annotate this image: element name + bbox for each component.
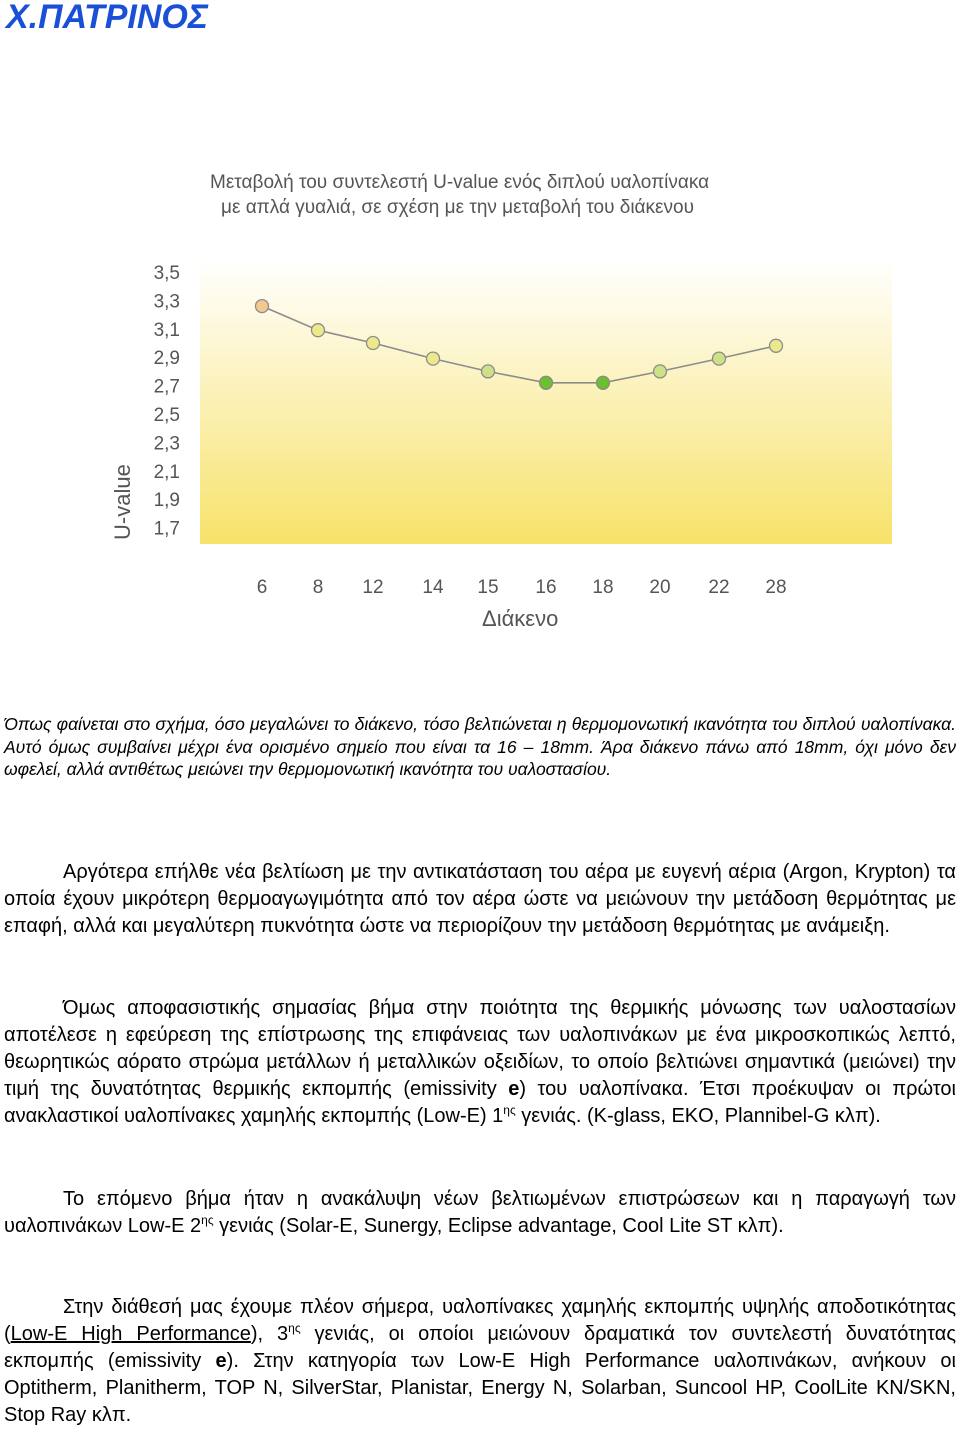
p2-emissivity-symbol: e (508, 1078, 520, 1100)
p4-sup: ης (288, 1321, 301, 1335)
y-tick-label: 2,9 (153, 348, 180, 370)
y-tick-labels (154, 263, 180, 540)
y-tick-label: 3,1 (153, 319, 180, 341)
p4-text-a: Στην διάθεσή μας έχουμε πλέον σήμερα, υαλοπίνακες χαμηλής εκπομπής υψηλής αποδοτικότητας ( (4, 1296, 956, 1345)
p4-text-c: γενιάς, οι οποίοι μειώνουν δραματικά τον συντελεστή δυνατότητας εκπομπής (emissivity (4, 1323, 956, 1372)
p2-sup: ης (503, 1103, 516, 1117)
y-tick-label: 2,7 (153, 376, 180, 398)
paragraph-noble-gases (4, 859, 956, 940)
y-axis-label: U-value (110, 464, 135, 540)
data-point (713, 352, 726, 365)
chart-title-line2: με απλά γυαλιά, σε σχέση με την μεταβολή του διάκενου (221, 197, 694, 218)
x-axis-label: Διάκενο (482, 606, 559, 631)
brand-title: Χ.ΠΑΤΡΙΝΟΣ (6, 0, 208, 36)
paragraph-low-e-3rd-gen (4, 1294, 956, 1429)
x-tick-label: 28 (765, 577, 787, 598)
u-value-chart (90, 150, 900, 640)
data-point (256, 300, 269, 313)
y-tick-label: 1,9 (153, 490, 180, 512)
data-point (654, 365, 667, 378)
paragraph-low-e-1st-gen (4, 995, 956, 1130)
x-tick-label: 8 (312, 577, 324, 598)
x-tick-label: 15 (477, 577, 499, 598)
x-tick-label: 18 (592, 577, 614, 598)
y-tick-label: 2,3 (153, 433, 180, 455)
paragraph-low-e-2nd-gen (4, 1186, 956, 1240)
p2-text-c: ) του υαλοπίνακα. Έτσι προέκυψαν οι πρώτοι ανακλαστικοί υαλοπίνακες χαμηλής εκπομπής (Low-E) 1 (4, 1078, 956, 1127)
p3-sup: ης (201, 1213, 214, 1227)
data-point (597, 376, 610, 389)
data-point (427, 352, 440, 365)
data-point (367, 337, 380, 350)
x-tick-labels (257, 577, 787, 598)
p2-text-a: Όμως αποφασιστικής σημασίας βήμα στην ποιότητα της θερμικής μόνωσης των υαλοστασίων αποτέλεσε η εφεύρεση της επίστρωσης της επιφάνειας των υαλοπινάκων με ένα μικροσκοπικώς λεπτό, θεωρητικώς αόρατο στρώμα μετάλλων ή μεταλλικών οξειδίων, το οποίο βελτιώνει σημαντικά (μειώνει) την τιμή της δυνατότητας θερμικής εκπομπής (emissivity (4, 997, 956, 1100)
x-tick-label: 6 (256, 577, 268, 598)
p4-text-d: ). Στην κατηγορία των Low-E High Performance υαλοπινάκων, ανήκουν οι Optitherm, Planitherm, TOP N, SilverStar, Planistar, Energy N, Solarban, Suncool HP, CoolLite KN/SKN, Stop Ray κλπ. (4, 1350, 957, 1426)
chart-title-line1: Μεταβολή του συντελεστή U-value ενός διπλού υαλοπίνακα (210, 172, 710, 193)
p1-text: Αργότερα επήλθε νέα βελτίωση με την αντικατάσταση του αέρα με ευγενή αέρια (Argon, Krypton) τα οποία έχουν μικρότερη θερμοαγωγιμότητα από τον αέρα ώστε να μειώνουν την μετάδοση θερμότητας με επαφή, αλλά και μεγαλύτερη πυκνότητα ώστε να περιορίζουν την μετάδοση θερμότητας με ανάμειξη. (4, 861, 956, 937)
y-tick-label: 2,5 (153, 405, 180, 426)
chart-caption: Όπως φαίνεται στο σχήμα, όσο μεγαλώνει το διάκενο, τόσο βελτιώνεται η θερμομονωτική ικανότητα του διπλού υαλοπίνακα. Αυτό όμως συμβαίνει μέχρι ένα ορισμένο σημείο που είναι τα 16 – 18mm. Άρα διάκενο πάνω από 18mm, όχι μόνο δεν ωφελεί, αλλά αντιθέτως μειώνει την θερμομονωτική ικανότητα του υαλοστασίου. (4, 714, 956, 779)
y-tick-label: 3,3 (153, 291, 180, 313)
x-tick-label: 16 (535, 577, 557, 598)
p4-text-b: ), 3 (250, 1323, 289, 1345)
x-tick-label: 20 (649, 577, 671, 598)
data-point (312, 324, 325, 337)
data-point (482, 365, 495, 378)
p2-text-d: γενιάς. (K-glass, EKO, Plannibel-G κλπ). (515, 1105, 881, 1127)
p4-emissivity-symbol: e (215, 1350, 227, 1372)
plot-background (200, 260, 892, 544)
data-point (540, 376, 553, 389)
y-tick-label: 1,7 (153, 518, 180, 540)
x-tick-label: 12 (362, 577, 384, 598)
x-tick-label: 22 (708, 577, 730, 598)
low-e-high-performance-link[interactable]: Low-E High Performance (10, 1323, 251, 1345)
p3-text-b: γενιάς (Solar-E, Sunergy, Eclipse advantage, Cool Lite ST κλπ). (213, 1215, 784, 1237)
y-tick-label: 2,1 (153, 461, 180, 483)
data-point (770, 339, 783, 352)
p3-text-a: Το επόμενο βήμα ήταν η ανακάλυψη νέων βελτιωμένων επιστρώσεων και η παραγωγή των υαλοπινάκων Low-E 2 (4, 1188, 956, 1237)
y-tick-label: 3,5 (153, 263, 180, 284)
x-tick-label: 14 (422, 577, 444, 598)
